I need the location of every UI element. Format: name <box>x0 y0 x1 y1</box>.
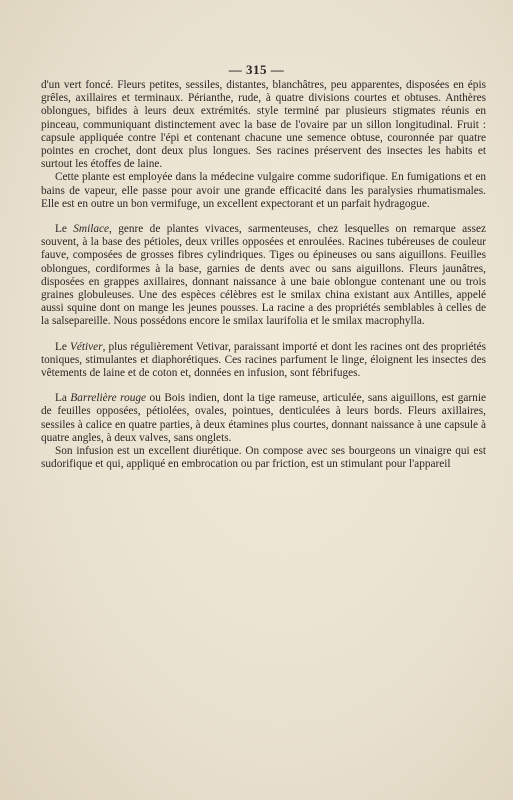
paragraph-barreliere <box>41 392 486 445</box>
paragraph-infusion: Son infusion est un excellent diurétique. On compose avec ses bourgeons un vinaigre qui est sudorifique et qui, appliqué en embrocation ou par friction, est un stimulant pour l'appareil <box>41 445 486 471</box>
paragraph-smilace <box>41 223 486 329</box>
plant-name-barreliere: Barrelière rouge <box>70 392 147 405</box>
paragraph-uses: Cette plante est employée dans la médecine vulgaire comme sudorifique. En fumigations et en bains de vapeur, elle passe pour avoir une grande efficacité dans les paralysies rhumatismales. Elle est en outre un bon vermifuge, un excellent expectorant et un parfait hydragogue. <box>41 171 486 210</box>
paragraph-continuation: d'un vert foncé. Fleurs petites, sessiles, distantes, blanchâtres, peu apparentes, disposées en épis grêles, axillaires et terminaux. Périanthe, rude, à quatre divisions courtes et obtuses. Anthères oblongues, bifides à leurs deux extrémités. style terminé par plusieurs stigmates réunis en pinceau, communiquant distinctement avec la base de l'ovaire par un sillon longitudinal. Fruit : capsule appliquée contre l'épi et contenant chacune une semence obtuse, couronnée par quatre pointes en crochet, dont deux plus longues. Ses racines préservent des insectes les habits et surtout les étoffes de laine. <box>41 79 486 171</box>
plant-name-vetiver: Vétiver <box>69 340 103 353</box>
article-prefix: Le <box>55 223 74 236</box>
paragraph-vetiver <box>41 341 486 381</box>
paragraph-smilace-text: , genre de plantes vivaces, sarmenteuses, chez lesquelles on remarque assez souvent, à la base des pétioles, deux vrilles opposées et enroulées. Racines tubéreuses de couleur fauve, composées de grosses fibres cylindriques. Tiges ou épineuses ou sans aiguillons. Feuilles oblongues, cordiformes à la base, garnies de dents avec ou sans aiguillons. Fleurs jaunâtres, disposées en grappes axillaires, donnant naissance à une baie oblongue contenant une ou trois graines globuleuses. Une des espèces célèbres est le smilax china existant aux Antilles, appelé aussi squine dont on mange les jeunes pousses. La racine a des propriétés semblables à celles de la salsepareille. Nous possédons encore le smilax laurifolia et le smilax macrophylla. <box>41 223 486 328</box>
paragraph-barreliere-text: ou Bois indien, dont la tige rameuse, articulée, sans aiguillons, est garnie de feuilles opposées, pétiolées, ovales, pointues, denticulées à leurs bords. Fleurs axillaires, sessiles à calice en quatre parties, à deux étamines plus courtes, donnant naissance à une capsule à quatre angles, à deux valves, sans onglets. <box>41 392 486 444</box>
paragraph-vetiver-text: , plus régulièrement Vetivar, paraissant importé et dont les racines ont des propriétés toniques, stimulantes et diaphorétiques. Ces racines parfument le linge, éloignent les insectes des vêtements de laine et de coton et, données en infusion, sont fébrifuges. <box>41 340 487 380</box>
body-text <box>41 79 486 471</box>
article-prefix: La <box>55 392 71 405</box>
plant-name-smilace: Smilace <box>73 223 110 236</box>
page-number: — 315 — <box>228 62 285 77</box>
article-prefix: Le <box>55 340 70 353</box>
